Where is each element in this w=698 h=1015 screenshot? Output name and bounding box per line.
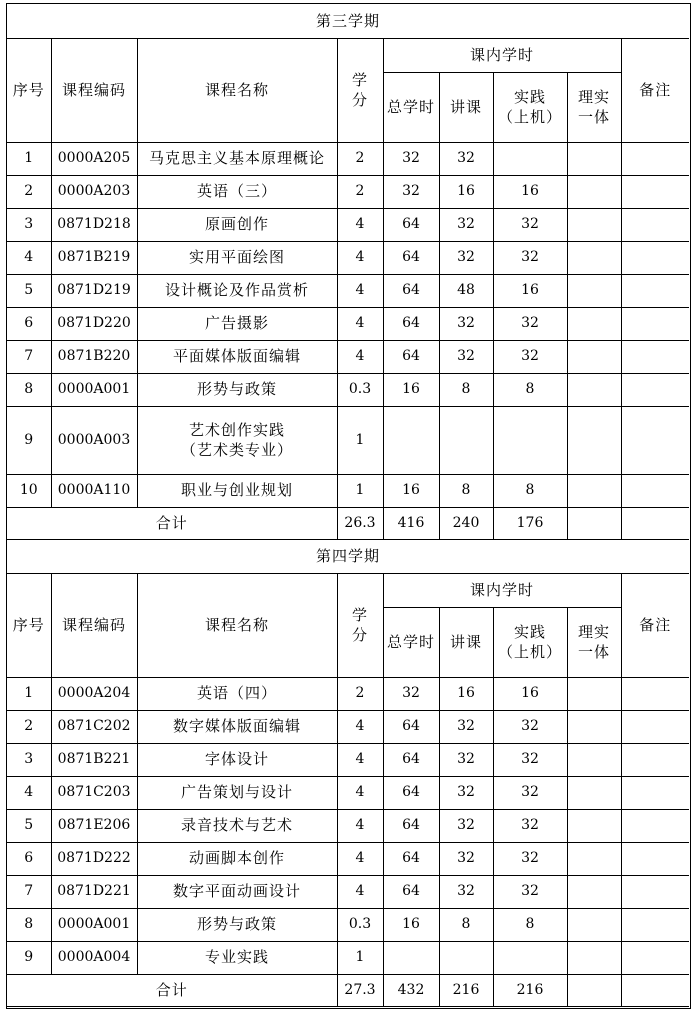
total-hours: 416: [383, 507, 439, 539]
total-practice-hours: 176: [493, 507, 567, 539]
table-row: [7, 842, 689, 875]
course-lecture-hours: 32: [439, 208, 493, 241]
course-seq: 8: [7, 908, 51, 941]
course-credit: 4: [337, 274, 383, 307]
header-credit-line1: 学: [351, 605, 368, 624]
course-name: 英语（四）: [137, 677, 337, 710]
course-practice-hours: [493, 406, 567, 474]
course-practice-hours: 32: [493, 875, 567, 908]
total-hours: 432: [383, 974, 439, 1006]
course-integrated-hours: [567, 274, 621, 307]
header-integrated-line1: 理实: [577, 87, 610, 106]
total-lecture-hours: 240: [439, 507, 493, 539]
header-credit: [337, 573, 383, 677]
course-integrated-hours: [567, 373, 621, 406]
course-credit: 2: [337, 175, 383, 208]
course-remarks: [621, 875, 689, 908]
table-row: [7, 406, 689, 474]
course-name-line2: （艺术类专业）: [180, 441, 293, 459]
course-code: 0000A110: [51, 474, 137, 507]
course-credit: 4: [337, 875, 383, 908]
course-lecture-hours: 32: [439, 776, 493, 809]
course-practice-hours: 32: [493, 743, 567, 776]
header-in-class-hours: 课内学时: [383, 573, 621, 607]
course-integrated-hours: [567, 908, 621, 941]
table-row: [7, 776, 689, 809]
course-seq: 10: [7, 474, 51, 507]
course-name: 广告摄影: [137, 307, 337, 340]
semester-title: 第四学期: [7, 539, 689, 573]
course-remarks: [621, 307, 689, 340]
course-credit: 4: [337, 809, 383, 842]
course-credit: 4: [337, 307, 383, 340]
course-credit: 4: [337, 743, 383, 776]
course-code: 0871E206: [51, 809, 137, 842]
course-remarks: [621, 710, 689, 743]
course-total-hours: 16: [383, 373, 439, 406]
course-integrated-hours: [567, 474, 621, 507]
course-lecture-hours: 8: [439, 908, 493, 941]
course-seq: 9: [7, 406, 51, 474]
header-integrated-line1: 理实: [577, 622, 610, 641]
header-in-class-hours: 课内学时: [383, 38, 621, 72]
course-remarks: [621, 941, 689, 974]
course-seq: 8: [7, 373, 51, 406]
course-seq: 1: [7, 142, 51, 175]
total-row: [7, 974, 689, 1006]
header-row: [7, 573, 689, 607]
course-seq: 2: [7, 175, 51, 208]
course-integrated-hours: [567, 208, 621, 241]
course-lecture-hours: 32: [439, 875, 493, 908]
course-practice-hours: 32: [493, 307, 567, 340]
course-integrated-hours: [567, 776, 621, 809]
course-name: 原画创作: [137, 208, 337, 241]
course-seq: 3: [7, 743, 51, 776]
course-lecture-hours: 32: [439, 710, 493, 743]
total-integrated-hours: [567, 507, 621, 539]
course-name-line1: 艺术创作实践: [188, 420, 285, 439]
course-lecture-hours: 16: [439, 677, 493, 710]
table-row: [7, 474, 689, 507]
header-total-hours: 总学时: [383, 607, 439, 677]
course-remarks: [621, 809, 689, 842]
course-integrated-hours: [567, 743, 621, 776]
course-credit: 4: [337, 241, 383, 274]
header-practice-line1: 实践: [513, 87, 546, 106]
course-total-hours: 64: [383, 208, 439, 241]
course-schedule-document: [6, 3, 691, 1009]
course-practice-hours: 32: [493, 809, 567, 842]
course-code: 0871D221: [51, 875, 137, 908]
course-seq: 9: [7, 941, 51, 974]
course-remarks: [621, 241, 689, 274]
table-row: [7, 743, 689, 776]
course-code: 0000A001: [51, 908, 137, 941]
course-name: 英语（三）: [137, 175, 337, 208]
course-schedule-table: [7, 4, 689, 1007]
header-remarks: 备注: [621, 38, 689, 142]
course-lecture-hours: 8: [439, 373, 493, 406]
course-lecture-hours: 32: [439, 809, 493, 842]
course-seq: 7: [7, 875, 51, 908]
course-code: 0000A003: [51, 406, 137, 474]
header-lecture: 讲课: [439, 607, 493, 677]
header-practice: [493, 72, 567, 142]
course-code: 0871D219: [51, 274, 137, 307]
course-total-hours: 64: [383, 340, 439, 373]
header-row: [7, 38, 689, 72]
total-credit: 27.3: [337, 974, 383, 1006]
course-code: 0000A205: [51, 142, 137, 175]
course-code: 0871B221: [51, 743, 137, 776]
course-total-hours: 64: [383, 842, 439, 875]
course-practice-hours: 32: [493, 208, 567, 241]
course-code: 0871B219: [51, 241, 137, 274]
course-integrated-hours: [567, 875, 621, 908]
course-lecture-hours: 32: [439, 842, 493, 875]
total-label: 合计: [7, 507, 337, 539]
course-credit: 0.3: [337, 373, 383, 406]
header-credit-line1: 学: [351, 70, 368, 89]
course-integrated-hours: [567, 941, 621, 974]
course-integrated-hours: [567, 241, 621, 274]
course-name: 广告策划与设计: [137, 776, 337, 809]
table-row: [7, 142, 689, 175]
header-credit: [337, 38, 383, 142]
header-course-code: 课程编码: [51, 573, 137, 677]
course-code: 0871D222: [51, 842, 137, 875]
total-practice-hours: 216: [493, 974, 567, 1006]
course-name: 马克思主义基本原理概论: [137, 142, 337, 175]
table-row: [7, 941, 689, 974]
header-course-name: 课程名称: [137, 38, 337, 142]
course-practice-hours: 32: [493, 776, 567, 809]
course-practice-hours: [493, 941, 567, 974]
course-seq: 6: [7, 307, 51, 340]
course-name: 专业实践: [137, 941, 337, 974]
course-remarks: [621, 373, 689, 406]
course-credit: 4: [337, 776, 383, 809]
course-name: 平面媒体版面编辑: [137, 340, 337, 373]
course-total-hours: 64: [383, 307, 439, 340]
course-integrated-hours: [567, 340, 621, 373]
table-row: [7, 340, 689, 373]
course-remarks: [621, 406, 689, 474]
course-code: 0871C203: [51, 776, 137, 809]
course-credit: 4: [337, 710, 383, 743]
course-code: 0871D218: [51, 208, 137, 241]
course-practice-hours: 8: [493, 908, 567, 941]
course-lecture-hours: 32: [439, 142, 493, 175]
header-integrated-line2: 一体: [577, 643, 610, 661]
course-practice-hours: 16: [493, 274, 567, 307]
course-name: 实用平面绘图: [137, 241, 337, 274]
course-practice-hours: 32: [493, 842, 567, 875]
course-credit: 2: [337, 677, 383, 710]
course-remarks: [621, 743, 689, 776]
course-code: 0000A004: [51, 941, 137, 974]
course-integrated-hours: [567, 175, 621, 208]
course-seq: 3: [7, 208, 51, 241]
table-row: [7, 307, 689, 340]
course-remarks: [621, 142, 689, 175]
course-code: 0871B220: [51, 340, 137, 373]
course-remarks: [621, 842, 689, 875]
table-row: [7, 274, 689, 307]
table-row: [7, 241, 689, 274]
course-total-hours: 32: [383, 677, 439, 710]
table-row: [7, 908, 689, 941]
course-credit: 1: [337, 941, 383, 974]
course-credit: 1: [337, 474, 383, 507]
course-total-hours: 64: [383, 875, 439, 908]
course-credit: 4: [337, 340, 383, 373]
course-credit: 1: [337, 406, 383, 474]
course-seq: 7: [7, 340, 51, 373]
course-integrated-hours: [567, 406, 621, 474]
header-credit-line2: 分: [351, 91, 368, 109]
course-total-hours: 64: [383, 241, 439, 274]
course-remarks: [621, 340, 689, 373]
course-total-hours: 64: [383, 776, 439, 809]
course-name: 职业与创业规划: [137, 474, 337, 507]
total-credit: 26.3: [337, 507, 383, 539]
course-seq: 1: [7, 677, 51, 710]
course-remarks: [621, 776, 689, 809]
course-total-hours: [383, 941, 439, 974]
header-integrated: [567, 607, 621, 677]
course-name: 数字平面动画设计: [137, 875, 337, 908]
course-seq: 6: [7, 842, 51, 875]
course-seq: 2: [7, 710, 51, 743]
course-credit: 0.3: [337, 908, 383, 941]
course-total-hours: 16: [383, 908, 439, 941]
course-name: 字体设计: [137, 743, 337, 776]
course-total-hours: 64: [383, 809, 439, 842]
course-lecture-hours: 32: [439, 340, 493, 373]
course-lecture-hours: [439, 941, 493, 974]
course-credit: 2: [337, 142, 383, 175]
semester-title-row: [7, 539, 689, 573]
total-remarks: [621, 974, 689, 1006]
course-total-hours: [383, 406, 439, 474]
header-course-code: 课程编码: [51, 38, 137, 142]
header-seq: 序号: [7, 573, 51, 677]
course-total-hours: 64: [383, 743, 439, 776]
course-integrated-hours: [567, 809, 621, 842]
course-lecture-hours: 48: [439, 274, 493, 307]
course-lecture-hours: 8: [439, 474, 493, 507]
semester-title-row: [7, 4, 689, 38]
header-lecture: 讲课: [439, 72, 493, 142]
course-practice-hours: 8: [493, 373, 567, 406]
header-credit-line2: 分: [351, 626, 368, 644]
table-row: [7, 175, 689, 208]
semester-title: 第三学期: [7, 4, 689, 38]
course-integrated-hours: [567, 710, 621, 743]
course-practice-hours: 32: [493, 241, 567, 274]
header-total-hours: 总学时: [383, 72, 439, 142]
course-integrated-hours: [567, 307, 621, 340]
course-lecture-hours: 32: [439, 743, 493, 776]
course-remarks: [621, 175, 689, 208]
course-remarks: [621, 208, 689, 241]
course-remarks: [621, 474, 689, 507]
course-code: 0871D220: [51, 307, 137, 340]
course-seq: 5: [7, 274, 51, 307]
course-practice-hours: 8: [493, 474, 567, 507]
course-total-hours: 32: [383, 175, 439, 208]
course-practice-hours: 16: [493, 677, 567, 710]
total-label: 合计: [7, 974, 337, 1006]
course-code: 0000A001: [51, 373, 137, 406]
header-integrated-line2: 一体: [577, 108, 610, 126]
course-lecture-hours: 32: [439, 241, 493, 274]
header-practice-line2: （上机）: [497, 643, 562, 661]
course-integrated-hours: [567, 677, 621, 710]
course-total-hours: 16: [383, 474, 439, 507]
table-row: [7, 710, 689, 743]
table-row: [7, 373, 689, 406]
header-seq: 序号: [7, 38, 51, 142]
table-row: [7, 875, 689, 908]
course-seq: 4: [7, 241, 51, 274]
course-total-hours: 32: [383, 142, 439, 175]
course-code: 0000A203: [51, 175, 137, 208]
course-seq: 4: [7, 776, 51, 809]
course-name: 设计概论及作品赏析: [137, 274, 337, 307]
course-practice-hours: 32: [493, 710, 567, 743]
header-practice-line2: （上机）: [497, 108, 562, 126]
course-integrated-hours: [567, 142, 621, 175]
course-name: 动画脚本创作: [137, 842, 337, 875]
header-practice-line1: 实践: [513, 622, 546, 641]
course-name: 录音技术与艺术: [137, 809, 337, 842]
total-lecture-hours: 216: [439, 974, 493, 1006]
course-practice-hours: [493, 142, 567, 175]
header-remarks: 备注: [621, 573, 689, 677]
course-name: 形势与政策: [137, 908, 337, 941]
course-lecture-hours: 16: [439, 175, 493, 208]
course-total-hours: 64: [383, 274, 439, 307]
course-name: [137, 406, 337, 474]
header-course-name: 课程名称: [137, 573, 337, 677]
total-remarks: [621, 507, 689, 539]
total-integrated-hours: [567, 974, 621, 1006]
table-row: [7, 208, 689, 241]
table-row: [7, 677, 689, 710]
course-lecture-hours: [439, 406, 493, 474]
course-lecture-hours: 32: [439, 307, 493, 340]
course-remarks: [621, 908, 689, 941]
course-name: 数字媒体版面编辑: [137, 710, 337, 743]
course-credit: 4: [337, 842, 383, 875]
total-row: [7, 507, 689, 539]
course-practice-hours: 32: [493, 340, 567, 373]
table-row: [7, 809, 689, 842]
course-remarks: [621, 274, 689, 307]
header-integrated: [567, 72, 621, 142]
course-seq: 5: [7, 809, 51, 842]
course-remarks: [621, 677, 689, 710]
course-code: 0000A204: [51, 677, 137, 710]
course-credit: 4: [337, 208, 383, 241]
course-total-hours: 64: [383, 710, 439, 743]
course-code: 0871C202: [51, 710, 137, 743]
course-integrated-hours: [567, 842, 621, 875]
course-name: 形势与政策: [137, 373, 337, 406]
header-practice: [493, 607, 567, 677]
course-practice-hours: 16: [493, 175, 567, 208]
